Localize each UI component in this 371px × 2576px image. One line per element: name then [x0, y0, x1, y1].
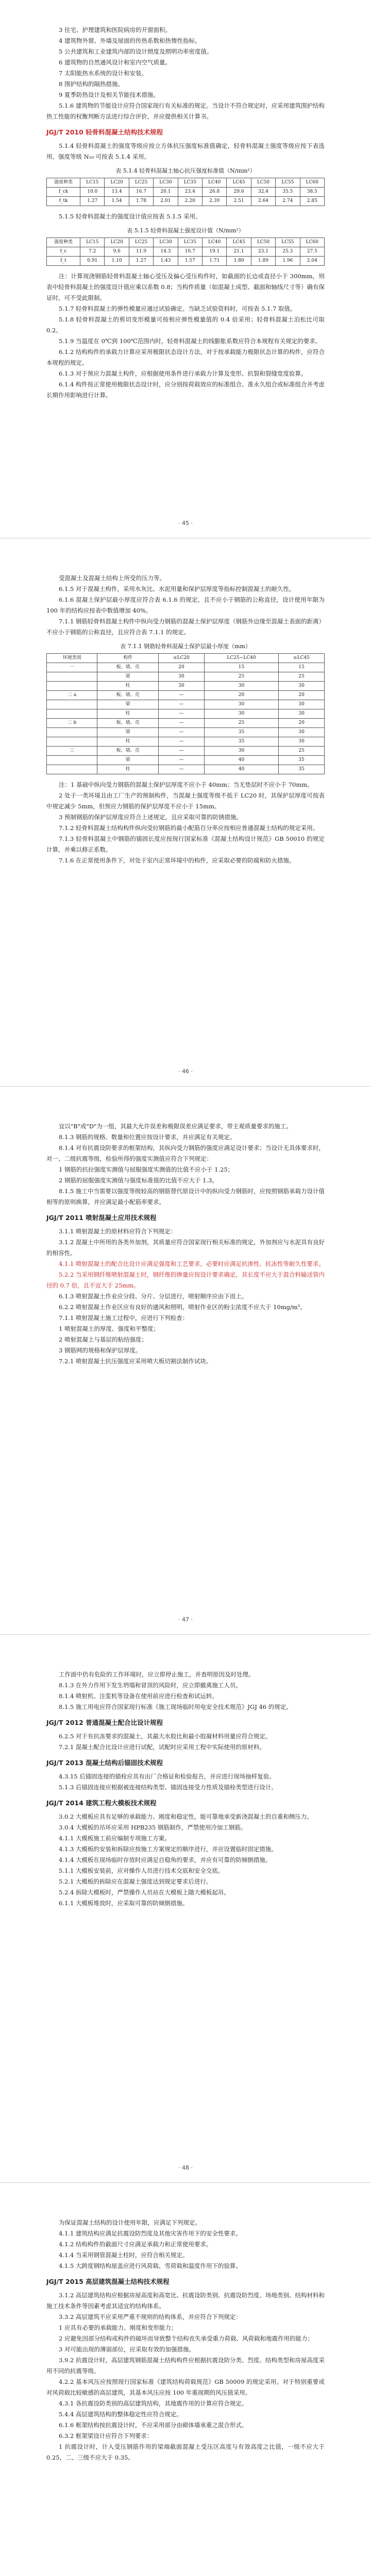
table-cell: 30: [159, 682, 205, 691]
table-cell: LC50: [251, 178, 275, 188]
table-caption: 表 5.1.4 轻骨料混凝土轴心抗压强度标准值（N/mm²）: [115, 167, 256, 174]
table-row: [47, 663, 325, 672]
table-caption: 表 7.1.1 钢筋轻骨料混凝土保护层最小厚度（mm）: [120, 643, 251, 650]
paragraph: 6.1.3 对于预应力混凝土构件，应根据使用条件进行承载力计算及变形、抗裂和裂缝宽度验算。: [59, 370, 307, 377]
table-cell: LC55: [276, 238, 300, 247]
table-cell: 1.96: [276, 257, 300, 266]
table-row: [47, 682, 325, 691]
paragraph: 8.1.4 对有抗震设防要求的框架结构，其纵向受力钢筋的强度应满足设计要求；当设计无具体要求时，对一、二级抗震等级，检验所得的强度实测值应符合下列规定：: [46, 1144, 325, 1162]
table-cell: 16.7: [129, 188, 153, 197]
paragraph: 6.1.2 结构构件的承载力计算应采用极限状态设计方法，对于按承载能力极限状态计算的构件，应符合本规程的规定。: [46, 348, 325, 366]
table-cell: 13.4: [105, 188, 129, 197]
table-cell: 20: [159, 663, 205, 672]
table-cell: f_c: [47, 247, 80, 257]
paragraph: 4 建筑物外窗、外墙及屋面的传热系数和热惰性指标。: [59, 37, 201, 44]
paragraph: 3.3.2 高层建筑不应采用严重不规则的结构体系，并应符合下列规定：: [59, 2313, 242, 2320]
table-cell: LC40: [203, 238, 227, 247]
table-cell: [47, 737, 97, 747]
paragraph: 8.1.3 在外力作用下发生坍塌和冒顶的风险时，应立即撤离施工人员。: [59, 1682, 242, 1689]
paragraph: 5.2.1 大模板的拆除应在混凝土强度达到规定要求后进行。: [59, 1878, 212, 1885]
table-cell: 一: [47, 663, 97, 672]
table-cell: [47, 728, 97, 737]
table-cell: LC20: [105, 178, 129, 188]
data-table: [46, 178, 325, 206]
table-cell: 20.1: [154, 188, 178, 197]
table-cell: 梁: [97, 728, 159, 737]
table-cell: 板、墙、壳: [97, 663, 159, 672]
table-cell: 二 a: [47, 691, 97, 700]
table-cell: 35: [204, 737, 278, 747]
table-cell: ≤LC20: [159, 654, 205, 663]
section-heading: JGJ/T 2010 轻骨料混凝土结构技术规程: [46, 128, 163, 136]
paragraph: 3.9.2 抗震设计时，高层建筑钢筋混凝土结构构件应根据抗震设防分类、烈度、结构类型和房屋高度采用不同的抗震等级。: [46, 2357, 325, 2375]
table-cell: LC55: [276, 178, 300, 188]
table-cell: 25: [204, 672, 278, 682]
paragraph: 3 预制钢筋的保护层厚度应符合上述规定，且应采取可靠的防锈措施。: [59, 814, 242, 821]
paragraph: 4.1.3 大模板的安装和拆除应按施工方案规定的顺序进行，并应设置临时固定措施。: [59, 1845, 277, 1853]
paragraph: 6.1.6 框架结构按抗震设计时，不应采用部分由砌体墙承重之混合形式。: [59, 2421, 248, 2429]
table-cell: LC40: [203, 178, 227, 188]
paragraph: 5.1.7 轻骨料混凝土的弹性模量应通过试验确定。当缺乏试验资料时，可按表 5.1.7 取值。: [59, 305, 296, 312]
paragraph: 1 喷射混凝土的厚度、强度和平整度；: [59, 1325, 159, 1332]
table-cell: ≥LC45: [279, 654, 325, 663]
paragraph: 3 对可能出现的薄弱部位，应采取有效的加强措施。: [59, 2346, 195, 2353]
page: [0, 1645, 371, 2183]
table-cell: 1.89: [251, 257, 275, 266]
table-cell: 三: [47, 747, 97, 756]
table-cell: 1.43: [154, 257, 178, 266]
page: [0, 548, 371, 1087]
paragraph: 6.1.3 喷射混凝土作业应分段、分片、分层进行，喷射顺序应由下而上。: [59, 1293, 248, 1300]
table-cell: LC45: [227, 178, 251, 188]
table-cell: —: [159, 765, 205, 774]
data-table: [46, 238, 325, 266]
table-cell: 23.4: [178, 188, 202, 197]
paragraph: 5.1.3 后锚固连接应根据被连接结构类型、锚固连接受力性质及锚栓类型进行设计。: [59, 1784, 277, 1791]
paragraph: 3 住宅、护理建筑和医院病房的开窗面积。: [59, 26, 171, 33]
table-row: [47, 728, 325, 737]
table-cell: 强度种类: [47, 178, 80, 188]
paragraph: 5.2.4 拆除大模板时，严禁操作人员站在大模板上随大模板起吊。: [59, 1889, 230, 1896]
paragraph: 7.1.3 轻骨料混凝土中钢筋的锚固长度应按现行国家标准《混凝土结构设计规范》GB 50010 的规定计算，并乘以修正系数。: [46, 835, 325, 853]
table-cell: LC20: [105, 238, 129, 247]
paragraph: 3.0.4 大模板的吊环应采用 HPB235 钢筋制作，严禁使用冷加工钢筋。: [59, 1824, 247, 1831]
table-cell: 1.27: [129, 257, 153, 266]
paragraph: 注：1 基础中纵向受力钢筋的混凝土保护层厚度不应小于 40mm；当无垫层时不应小于 70mm。: [59, 781, 313, 788]
table-row: [47, 719, 325, 728]
table-row: [47, 709, 325, 719]
paragraph: 8.1.3 钢筋的规格、数量和位置应按设计要求，并应满足有关规定。: [59, 1133, 236, 1141]
paragraph: 4.1.4 当采用钢管混凝土柱时，应符合相关规定。: [59, 2251, 189, 2259]
table-cell: 梁: [97, 756, 159, 765]
section-heading: JGJ/T 2014 建筑工程大模板技术规程: [46, 1799, 157, 1807]
table-cell: 14.3: [154, 247, 178, 257]
table-row: [47, 672, 325, 682]
table-cell: LC25~LC40: [204, 654, 278, 663]
table-cell: 7.2: [80, 247, 105, 257]
paragraph: 4.2.2 基本风压应按照现行国家标准《建筑结构荷载规范》GB 50009 的规定采用。对于特别重要或对风荷载比较敏感的高层建筑，其基本风压应按 100 年重现期的风压值采用。: [46, 2378, 325, 2396]
table-cell: 20: [204, 691, 278, 700]
paragraph: 9 夏季防热设计及相关节能技术措施。: [59, 91, 159, 98]
table-cell: LC60: [300, 238, 324, 247]
paragraph: 宜以"B"或"D"为一组，其最大允许误差和极限误差应满足要求，带主观质量要求的施工。: [59, 1123, 292, 1130]
page-number: · 46 ·: [178, 1068, 193, 1075]
table-row: [47, 737, 325, 747]
table-row: [47, 238, 325, 247]
table-cell: 强度种类: [47, 238, 80, 247]
table-cell: —: [159, 728, 205, 737]
paragraph: 6.1.6 混凝土保护层最小厚度应符合表 6.1.6 的规定，且不应小于钢筋的公称直径，设计使用年限为 100 年的结构应按表中数值增加 40%。: [46, 596, 325, 614]
paragraph: 4.1.1 喷射混凝土的配合比设计应满足强度和工艺要求，必要时应满足抗渗性、抗冻性等耐久性要求。: [59, 1260, 325, 1267]
paragraph: 5.1.8 轻骨料混凝土的剪切变形模量可按相应弹性模量值的 0.4 倍采用；轻骨料混凝土泊松比可取 0.2。: [46, 316, 325, 334]
paragraph: 5 公共建筑和工业建筑内部的设计照度及照明功率密度值。: [59, 48, 213, 55]
paragraph: 3.0.2 大模板应具有足够的承载能力、刚度和稳定性，能可靠地承受新浇混凝土的自重和侧压力。: [59, 1813, 313, 1820]
paragraph: 4.1.5 大跨度钢结构屋盖应进行风荷载、雪荷载和温度作用下的验算。: [59, 2262, 242, 2269]
paragraph: 2 钢筋的屈服强度实测值与强度标准值的比值不应大于 1.3。: [59, 1177, 218, 1184]
table-cell: 21.1: [227, 247, 251, 257]
table-cell: —: [159, 737, 205, 747]
paragraph: 3.1.2 高层建筑结构应根据房屋高度和高宽比、抗震设防类别、抗震设防烈度、场地类别、结构材料和施工技术条件等因素考虑其适宜的结构体系。: [46, 2292, 325, 2310]
table-cell: 板、墙、壳: [97, 719, 159, 728]
table-cell: 1.27: [80, 197, 105, 206]
table-cell: 35: [279, 756, 325, 765]
paragraph: 4.1.1 大模板施工前应编制专项施工方案。: [59, 1835, 171, 1842]
table-cell: 2.01: [154, 197, 178, 206]
table-cell: 板、墙、壳: [97, 747, 159, 756]
table-cell: 38.5: [300, 188, 324, 197]
table-cell: 26.8: [203, 188, 227, 197]
table-cell: [47, 756, 97, 765]
table-cell: f_tk: [47, 197, 80, 206]
paragraph: 6.2.2 喷射混凝土作业区应有良好的通风和照明，喷射作业区的粉尘浓度不应大于 10mg/m³。: [59, 1303, 306, 1311]
paragraph: 1 钢筋的抗拉强度实测值与屈服强度实测值的比值不应小于 1.25；: [59, 1166, 234, 1173]
paragraph: 7.2.1 喷射混凝土抗压强度应采用喷大板切割法制作试块。: [59, 1358, 212, 1365]
table-row: [47, 747, 325, 756]
paragraph: 注：计算现浇钢筋轻骨料混凝土轴心受压及偏心受压构件时，如截面的长边或直径小于 300mm，则表中轻骨料混凝土的强度设计值应乘以系数 0.8；当构件质量（如混凝土成型、截面和轴线尺寸等）确有保证时，可不受此限制。: [46, 273, 325, 301]
table-cell: 30: [279, 682, 325, 691]
table-cell: 29.6: [227, 188, 251, 197]
table-cell: —: [159, 756, 205, 765]
paragraph: 8.1.5 施工用电应符合国家现行标准《施工现场临时用电安全技术规范》JGJ 46 的规定。: [59, 1703, 292, 1710]
paragraph: 1 应具有必要的承载能力、刚度和变形能力；: [59, 2324, 177, 2331]
table-cell: [47, 765, 97, 774]
page: [0, 1096, 371, 1635]
section-heading: JGJ/T 2011 喷射混凝土应用技术规程: [46, 1214, 157, 1222]
table-row: [47, 257, 325, 266]
paragraph: 8 围护结构的隔热措施。: [59, 80, 124, 88]
table-cell: 9.6: [105, 247, 129, 257]
table-cell: 梁: [97, 672, 159, 682]
table-cell: 35.5: [276, 188, 300, 197]
table-cell: 25: [204, 719, 278, 728]
table-cell: 1.78: [129, 197, 153, 206]
table-cell: 23.1: [251, 247, 275, 257]
table-cell: 19.1: [203, 247, 227, 257]
table-row: [47, 247, 325, 257]
table-row: [47, 197, 325, 206]
table-cell: 30: [279, 737, 325, 747]
table-cell: 30: [279, 728, 325, 737]
table-cell: 30: [279, 700, 325, 709]
page: [0, 0, 371, 538]
paragraph: 为保证混凝土结构的设计使用年限，应满足下列规定。: [59, 2219, 201, 2226]
paragraph: 6.1.1 大模板堆放时，应采取可靠的防倾倒措施。: [59, 1900, 189, 1907]
paragraph: 4.1.4 大模板在现场临时存放时应满足自稳角的要求，并应有可靠的防倾倒措施。: [59, 1856, 272, 1863]
table-cell: —: [159, 747, 205, 756]
table-cell: 二 b: [47, 719, 97, 728]
table-cell: 2.04: [300, 257, 324, 266]
table-row: [47, 178, 325, 188]
paragraph: 4.1.2 结构构件的截面尺寸应满足承载力和正常使用要求。: [59, 2241, 212, 2248]
table-cell: —: [159, 700, 205, 709]
page-number: · 47 ·: [178, 1616, 193, 1623]
table-cell: 11.9: [129, 247, 153, 257]
paragraph: 3.1.1 喷射混凝土的原材料应符合下列规定：: [59, 1228, 177, 1235]
table-cell: 27.5: [300, 247, 324, 257]
paragraph: 5.1.9 当温度在 0℃到 100℃范围内时，轻骨料混凝土的线膨胀系数应符合本规程有关规定的要求。: [59, 337, 322, 345]
paragraph: 3 钢筋网的规格和保护层厚度。: [59, 1347, 142, 1354]
table-cell: 柱: [97, 682, 159, 691]
paragraph: 6.2.5 对于有抗冻要求的混凝土，其最大水胶比和最小胶凝材料用量应符合规定。: [59, 1733, 272, 1740]
paragraph: 5.4.4 高层建筑结构的整体稳定性应符合规定。: [59, 2411, 182, 2418]
table-cell: 15: [279, 663, 325, 672]
table-caption: 表 5.1.5 轻骨料混凝土强度设计值（N/mm²）: [127, 227, 244, 234]
table-row: [47, 691, 325, 700]
table-row: [47, 765, 325, 774]
table-cell: 2.85: [300, 197, 324, 206]
table-cell: 20: [279, 691, 325, 700]
page-number: · 45 ·: [178, 520, 193, 527]
table-cell: 20: [279, 719, 325, 728]
table-cell: 40: [204, 765, 278, 774]
table-row: [47, 756, 325, 765]
table-cell: LC30: [154, 238, 178, 247]
table-cell: 30: [204, 709, 278, 719]
table-cell: 1.80: [227, 257, 251, 266]
paragraph: 6.3.2 框架梁设计应符合下列要求：: [59, 2432, 153, 2439]
section-heading: JGJ/T 2013 混凝土结构后锚固技术规程: [46, 1759, 163, 1767]
table-cell: [47, 700, 97, 709]
table-cell: 柱: [97, 737, 159, 747]
paragraph: 7.1.2 轻骨料混凝土结构构件纵向受拉钢筋的最小配筋百分率应按相应普通混凝土结构的规定采用。: [59, 824, 319, 832]
paragraph: 7.1.1 喷射混凝土施工过程中，应进行下列检查：: [59, 1314, 189, 1321]
table-cell: 1.10: [105, 257, 129, 266]
paragraph: 7 太阳能热水系统的设计和安装。: [59, 70, 147, 77]
table-row: [47, 700, 325, 709]
paragraph: 6 建筑物的自然通风设计和室内空气质量。: [59, 59, 171, 66]
table-cell: 40: [204, 756, 278, 765]
table-cell: f_ck: [47, 188, 80, 197]
page: [0, 2193, 371, 2576]
paragraph: 5.1.5 轻骨料混凝土的强度设计值应按表 5.1.5 采用。: [59, 213, 201, 220]
paragraph: 4.3.15 后锚固连接的锚栓应具有出厂合格证和检验报告，并应进行现场抽样复验。: [59, 1773, 275, 1780]
paragraph: 6.1.4 构件按正常使用极限状态设计时，应分别按荷载效应的标准组合、准永久组合或标准组合并考虑长期作用影响进行计算。: [46, 381, 325, 399]
table-cell: 构件: [97, 654, 159, 663]
table-cell: 2.20: [178, 197, 202, 206]
paragraph: 5.1.1 大模板安装前，应对操作人员进行技术交底和安全交底。: [59, 1867, 224, 1874]
table-cell: 30: [204, 747, 278, 756]
paragraph: 6.1.5 对于混凝土构件，采用水灰比、水泥用量和保护层厚度等指标控制混凝土的耐久性。: [59, 585, 295, 592]
table-cell: 25.3: [276, 247, 300, 257]
table-cell: f_t: [47, 257, 80, 266]
table-row: [47, 188, 325, 197]
paragraph: 4.1.1 建筑结构应满足抗震设防烈度及其他灾害作用下的安全性要求。: [59, 2230, 242, 2237]
table-cell: LC45: [227, 238, 251, 247]
table-cell: 2.39: [203, 197, 227, 206]
page-number: · 48 ·: [178, 2164, 193, 2171]
paragraph: 2 应避免因部分结构或构件的破坏而导致整个结构丧失承受重力荷载、风荷载和地震作用的能力；: [59, 2335, 313, 2342]
table-cell: 板、墙、壳: [97, 691, 159, 700]
table-cell: LC60: [300, 178, 324, 188]
table-cell: 10.0: [80, 188, 105, 197]
table-cell: 30: [204, 682, 278, 691]
paragraph: 5.1.4 轻骨料混凝土的强度等级应按立方体抗压强度标准值确定，轻骨料混凝土强度等级应按下表选用，强度等级 N₁₀ 可按表 5.1.4 采用。: [46, 142, 325, 160]
table-cell: 30: [279, 709, 325, 719]
table-cell: 1.57: [178, 257, 202, 266]
table-cell: 梁: [97, 700, 159, 709]
table-cell: 0.91: [80, 257, 105, 266]
paragraph: 3.1.2 混凝土中所用的各类外加剂，其质量应符合国家现行相关标准的规定，外加剂应与水泥具有良好的相容性。: [46, 1239, 325, 1257]
paragraph: 工作面中仍有危险的工作环境时，应立即停止施工，并查明原因及时处理。: [59, 1671, 255, 1678]
table-cell: LC15: [80, 238, 105, 247]
paragraph: 5.2.2 当采用钢纤维喷射混凝土时，钢纤维的掺量应按设计要求确定，其长度不应大于混合料输送管内径的 0.7 倍，且不宜大于 25mm。: [46, 1271, 325, 1289]
paragraph: 1 抗震设计时，计入受压钢筋作用的梁端截面混凝土受压区高度与有效高度之比值，一级不应大于 0.25，二、三级不应大于 0.35。: [46, 2443, 325, 2461]
data-table: [46, 653, 325, 774]
table-cell: LC25: [129, 238, 153, 247]
table-cell: LC25: [129, 178, 153, 188]
table-cell: LC35: [178, 238, 202, 247]
table-cell: [47, 682, 97, 691]
table-cell: 1.71: [203, 257, 227, 266]
table-cell: LC30: [154, 178, 178, 188]
table-cell: LC50: [251, 238, 275, 247]
table-row: [47, 654, 325, 663]
table-cell: 25: [279, 672, 325, 682]
table-cell: LC35: [178, 178, 202, 188]
table-cell: 2.74: [276, 197, 300, 206]
paragraph: 7.1.6 在正常使用条件下，对处于室内正常环境中的构件，应采取必要的防腐和防火措施。: [59, 857, 295, 864]
table-cell: 2.51: [227, 197, 251, 206]
paragraph: 8.1.4 喷射机、注浆机等设备在使用前应进行检查和试运转。: [59, 1692, 218, 1700]
table-cell: —: [159, 709, 205, 719]
table-cell: —: [159, 691, 205, 700]
table-cell: 15: [204, 663, 278, 672]
table-cell: 柱: [97, 765, 159, 774]
table-cell: 32.4: [251, 188, 275, 197]
table-cell: LC15: [80, 178, 105, 188]
paragraph: 5.1.6 建筑物的节能设计应符合国家现行有关标准的规定。当设计不符合规定时，应采用建筑围护结构热工性能的权衡判断方法进行综合评价，并应提供相关计算书。: [46, 102, 325, 120]
table-cell: 1.54: [105, 197, 129, 206]
paragraph: 2 喷射混凝土与基层的粘结强度；: [59, 1336, 147, 1343]
table-cell: —: [159, 719, 205, 728]
table-cell: 30: [159, 672, 205, 682]
paragraph: 7.2.1 混凝土配合比设计应进行试配，试配时应采用工程中实际使用的原材料。: [59, 1743, 265, 1751]
paragraph: 7.1.1 钢筋轻骨料混凝土构件中纵向受力钢筋的混凝土保护层厚度（钢筋外边缘至混凝土表面的距离）不应小于钢筋的公称直径，且应符合表 7.1.1 的规定。: [46, 618, 325, 636]
section-heading: JGJ/T 2012 普通混凝土配合比设计规程: [46, 1719, 163, 1726]
table-cell: 16.7: [178, 247, 202, 257]
table-cell: [47, 709, 97, 719]
paragraph: 2 处于一类环境且由工厂生产的预制构件，当混凝土强度等级不低于 LC20 时，其保护层厚度可按表中规定减少 5mm，但预应力钢筋的保护层厚度不应小于 15mm。: [46, 792, 325, 810]
table-cell: 25: [279, 747, 325, 756]
table-cell: 30: [204, 700, 278, 709]
table-cell: 环境类别: [47, 654, 97, 663]
paragraph: 4.3.1 各抗震设防类别的高层建筑结构，其地震作用的计算应符合规定。: [59, 2400, 248, 2407]
table-cell: 35: [279, 765, 325, 774]
paragraph: 受混凝土及混凝土结构上所受的压力等。: [59, 574, 165, 582]
paragraph: 8.1.5 施工中当需要以强度等级较高的钢筋替代原设计中的纵向受力钢筋时，应按照钢筋承载力设计值相等的原则换算，并应满足最小配筋率要求。: [46, 1188, 325, 1206]
section-heading: JGJ/T 2015 高层建筑混凝土结构技术规程: [46, 2278, 170, 2285]
table-cell: [47, 672, 97, 682]
table-cell: 2.64: [251, 197, 275, 206]
table-cell: 柱: [97, 709, 159, 719]
table-cell: 35: [204, 728, 278, 737]
